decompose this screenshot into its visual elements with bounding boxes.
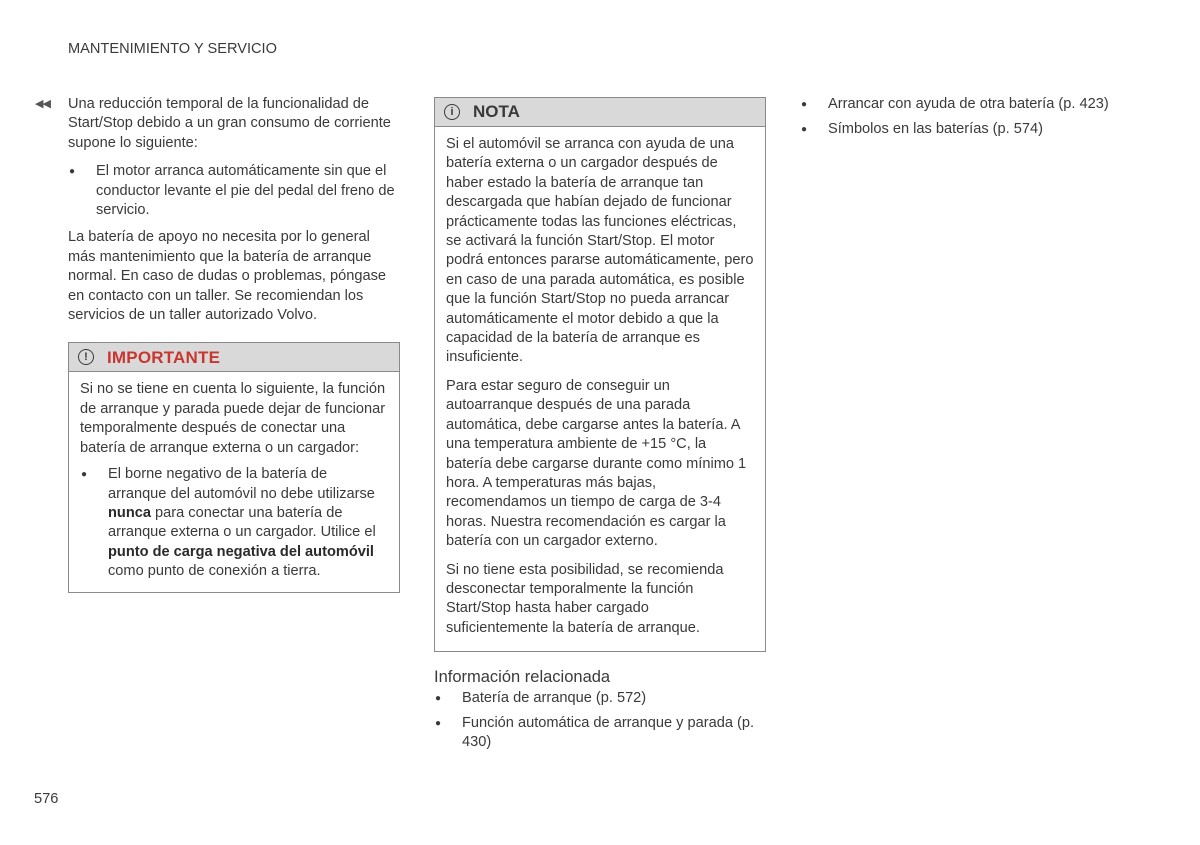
support-battery-paragraph: La batería de apoyo no necesita por lo general más mantenimiento que la batería de arranque normal. En caso de dudas o problemas, póngase en contacto con un taller. Se recomiendan los servicios de un taller autorizado Volvo. [68, 229, 387, 324]
bold-text: nunca [108, 504, 151, 521]
related-link[interactable]: ● Símbolos en las baterías (p. 574) [800, 120, 1130, 139]
bullet-text: para conectar una batería de arranque externa o un cargador. Utilice el [108, 504, 376, 541]
important-box [68, 342, 400, 592]
note-header [435, 98, 765, 127]
related-list [434, 689, 766, 753]
note-paragraph: Si no tiene esta posibilidad, se recomienda desconectar temporalmente la función Start/Stop hasta haber cargado suficientemente la batería de arranque. [446, 561, 724, 636]
note-title: NOTA [473, 102, 520, 122]
column-1 [35, 95, 400, 593]
important-header [69, 343, 399, 372]
related-link[interactable]: ● Función automática de arranque y parada (p. 430) [434, 714, 766, 753]
bullet-text: El borne negativo de la batería de arranque del automóvil no debe utilizarse [108, 466, 375, 502]
important-title: IMPORTANTE [107, 347, 221, 367]
related-info-heading: Información relacionada [434, 668, 611, 687]
related-link[interactable]: ● Arrancar con ayuda de otra batería (p. 423) [800, 95, 1130, 114]
info-icon: i [444, 104, 460, 120]
important-body [69, 372, 399, 591]
bold-text: punto de carga negativa del automóvil [108, 543, 374, 560]
important-bullet-list [80, 465, 388, 581]
related-link[interactable]: ● Batería de arranque (p. 572) [434, 689, 766, 708]
note-box [434, 97, 766, 652]
list-item: ● El motor arranca automáticamente sin que el conductor levante el pie del pedal del freno de servicio. [68, 162, 400, 220]
list-item [80, 465, 388, 581]
bullet-list [68, 162, 400, 220]
page-header: MANTENIMIENTO Y SERVICIO [68, 41, 277, 57]
note-body [435, 127, 765, 651]
intro-paragraph: Una reducción temporal de la funcionalidad de Start/Stop debido a un gran consumo de corriente supone lo siguiente: [68, 96, 391, 151]
column-3 [800, 95, 1130, 148]
important-text: Si no se tiene en cuenta lo siguiente, la función de arranque y parada puede dejar de funcionar temporalmente después de conectar una batería de arranque externa o un cargador: [80, 381, 386, 456]
note-paragraph: Para estar seguro de conseguir un autoarranque después de una parada automática, debe cargarse antes la batería. A una temperatura ambiente de +15 °C, la batería debe cargarse durante como mínimo 1 hora. A temperaturas más bajas, recomendamos un tiempo de carga de 3-4 horas. Nuestra recomendación es cargar la batería con un cargador externo. [446, 377, 747, 550]
double-chevron-left-icon: ◀◀ [35, 98, 50, 110]
page-number: 576 [34, 791, 59, 807]
note-paragraph: Si el automóvil se arranca con ayuda de una batería externa o un cargador después de haber estado la batería de arranque tan descargada que habían dejado de funcionar prácticamente todas las funciones eléctricas, se activará la función Start/Stop. El motor podrá entonces pararse automáticamente, pero en caso de una parada automática, es posible que la función Start/Stop no pueda arrancar automáticamente el motor debido a que la capacidad de la batería de arranque es insuficiente. [446, 136, 754, 366]
bullet-text: como punto de conexión a tierra. [108, 563, 321, 580]
related-list-continued [800, 95, 1130, 140]
exclamation-icon: ! [78, 349, 94, 365]
column-2 [434, 97, 766, 761]
